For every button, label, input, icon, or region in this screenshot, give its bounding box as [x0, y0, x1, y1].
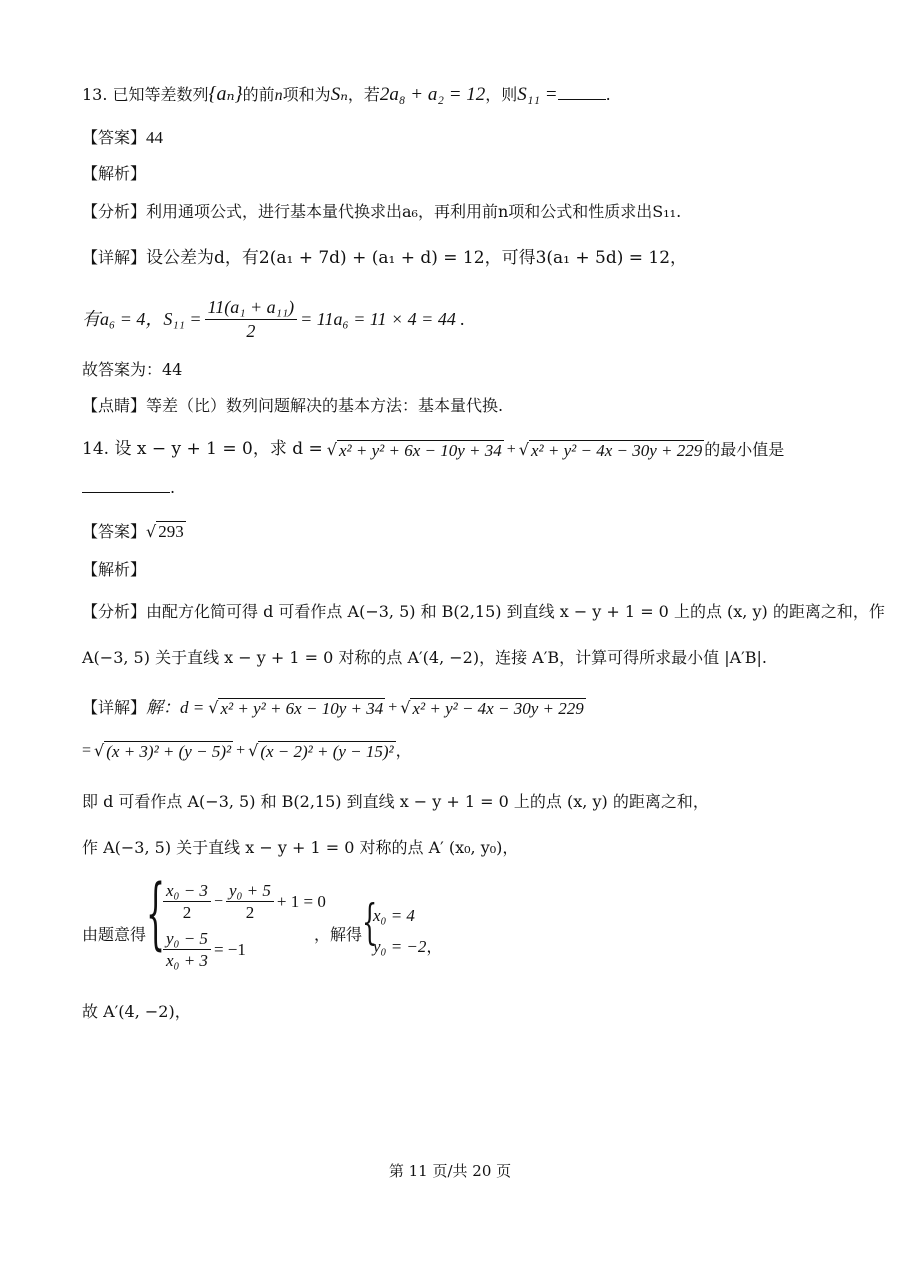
q14-radical-sign-5: √	[94, 740, 105, 760]
q14-answer-radical: √	[146, 522, 157, 541]
q14-stem-prefix: 14. 设 x − y + 1 = 0，求 d =	[82, 439, 323, 459]
q13-dianjing-label: 【点睛】	[82, 396, 147, 415]
q14-solution-x0	[373, 906, 415, 926]
q14-ji-text: 即 d 可看作点 A(−3, 5) 和 B(2,15) 到直线 x − y + 1 = 0 上的点 (x, y) 的距离之和，	[82, 792, 709, 811]
q14-stem-end: 的最小值是	[704, 439, 785, 459]
q14-system-label	[82, 922, 146, 945]
q14-jiede-label	[314, 922, 362, 945]
q14-radical-sign-4: √	[400, 697, 411, 717]
q14-radical-sign-1: √	[326, 439, 337, 459]
q14-eq2-den: x₀ + 3	[166, 951, 208, 971]
q13-dianjing-text: 等差（比）数列问题解决的基本方法：基本量代换.	[146, 396, 504, 415]
q13-answer-line	[82, 129, 163, 146]
q14-fenxi-line1	[82, 604, 885, 620]
q14-solution-y0	[373, 934, 442, 957]
left-brace-icon: {	[146, 870, 166, 961]
q13-stem-mid2: 项和为	[282, 85, 331, 104]
q14-root2: x² + y² − 4x − 30y + 229	[530, 441, 703, 460]
q13-fenxi-label: 【分析】	[82, 202, 147, 221]
q13-xiangjie-label: 【详解】	[82, 248, 147, 267]
q13-s11: S₁₁ =	[517, 84, 558, 105]
q13-xiangjie-line2	[82, 296, 465, 342]
q14-detail-plus2: +	[236, 741, 246, 759]
q14-period: .	[170, 478, 176, 497]
q14-fenxi-text2: A(−3, 5) 关于直线 x − y + 1 = 0 对称的点 A′(4, −2)，连接 A′B，计算可得所求最小值 |A′B|.	[82, 648, 768, 667]
q13-frac-denominator: 2	[246, 320, 256, 341]
q14-jiexi-label: 【解析】	[82, 560, 147, 579]
q13-s11-fraction	[205, 296, 298, 342]
q13-condition: 2a₈ + a₂ = 12	[379, 84, 486, 105]
q14-detail-plus: +	[388, 698, 398, 716]
q14-eq1-a-num: x₀ − 3	[163, 880, 211, 902]
page-footer	[0, 1160, 900, 1181]
q13-stem-mid1: 的前	[242, 85, 275, 104]
q13-xiangjie-text2a: 有a₆ = 4，S₁₁ =	[82, 309, 202, 329]
q13-seq-an: {aₙ}	[208, 83, 243, 105]
q13-frac-numerator: 11(a₁ + a₁₁)	[205, 296, 298, 320]
q14-eq2-num: y₀ − 5	[163, 928, 211, 950]
q14-jiexi	[82, 562, 146, 578]
q14-sol-tail: ，	[426, 937, 443, 956]
q14-comma: ，	[395, 740, 412, 760]
q14-system-eq1	[160, 880, 326, 924]
q14-answer-blank	[82, 492, 170, 493]
q14-plus: +	[506, 440, 516, 458]
q14-detail-root2: x² + y² − 4x − 30y + 229	[412, 699, 584, 718]
q13-fenxi-text: 利用通项公式，进行基本量代换求出a₆，再利用前n项和公式和性质求出S₁₁.	[146, 202, 682, 221]
q14-root4: (x − 2)² + (y − 15)²	[260, 742, 394, 761]
q14-fenxi-line2	[82, 650, 767, 666]
q14-radical-sign-6: √	[248, 740, 259, 760]
q14-blank-line	[82, 480, 175, 496]
q14-gu-line	[82, 1004, 191, 1020]
q14-youti-label: 由题意得	[82, 925, 147, 944]
q14-root3: (x + 3)² + (y − 5)²	[106, 742, 232, 761]
left-brace-icon: {	[362, 894, 378, 950]
q14-gu-text: 故 A′(4, −2)，	[82, 1002, 191, 1021]
q14-answer-value: 293	[158, 522, 184, 541]
q14-eq1-tail: + 1 = 0	[276, 891, 326, 911]
q14-eq1-frac-a	[163, 880, 211, 924]
q14-xiangjie-line2	[82, 741, 412, 760]
q14-answer-line	[82, 521, 186, 540]
q14-xiangjie-line1	[82, 698, 586, 717]
q13-stem	[82, 84, 611, 104]
q14-eq2-frac	[163, 928, 211, 972]
q14-eq2-tail: = −1	[213, 939, 246, 959]
q13-xiangjie-text1: 设公差为d，有2(a₁ + 7d) + (a₁ + d) = 12，可得3(a₁ + 5d) = 12，	[146, 248, 688, 268]
q14-answer-label: 【答案】	[82, 522, 147, 541]
page-number: 第 11 页/共 20 页	[388, 1162, 512, 1180]
q14-eq1-a-den: 2	[182, 903, 192, 923]
q13-stem-end: .	[605, 85, 611, 104]
q14-eq1-minus: −	[213, 892, 223, 910]
q14-ji-line	[82, 794, 709, 810]
q14-xiangjie-label: 【详解】	[82, 697, 147, 717]
q13-fenxi-line	[82, 204, 681, 220]
q13-sn: Sₙ	[330, 84, 348, 105]
q14-radical-sign-2: √	[518, 439, 529, 459]
q14-eq1-b-num: y₀ + 5	[226, 880, 274, 902]
q14-fenxi-label: 【分析】	[82, 602, 147, 621]
q14-xiangjie-text1a: 解：d =	[146, 698, 205, 717]
q13-stem-prefix: 13. 已知等差数列	[82, 85, 209, 104]
q14-stem	[82, 440, 784, 459]
q13-jiexi	[82, 166, 146, 182]
q13-xiangjie-line1	[82, 250, 687, 267]
q14-eq-prefix: =	[82, 741, 92, 759]
q13-xiangjie-text2b: = 11a₆ = 11 × 4 = 44 .	[300, 309, 465, 329]
q14-eq1-b-den: 2	[245, 903, 255, 923]
q13-final-line	[82, 362, 182, 378]
q14-jiede-text: ，解得	[314, 925, 363, 944]
q13-answer-blank	[558, 99, 606, 100]
q14-zuo-line	[82, 840, 518, 856]
q13-stem-mid3: ，若	[347, 85, 380, 104]
q13-stem-mid4: ，则	[485, 85, 518, 104]
q14-root1: x² + y² + 6x − 10y + 34	[338, 441, 502, 460]
q13-final-text: 故答案为：44	[82, 360, 183, 379]
q13-answer-label: 【答案】	[82, 128, 147, 147]
q14-zuo-text: 作 A(−3, 5) 关于直线 x − y + 1 = 0 对称的点 A′ (x₀, y₀)，	[82, 838, 519, 857]
q14-fenxi-text1: 由配方化简可得 d 可看作点 A(−3, 5) 和 B(2,15) 到直线 x − y + 1 = 0 上的点 (x, y) 的距离之和，作	[146, 602, 885, 621]
q14-eq1-frac-b	[226, 880, 274, 924]
q14-sol-y0: y₀ = −2	[373, 937, 427, 956]
q14-system-eq2	[160, 928, 246, 972]
q14-sol-x0: x₀ = 4	[373, 906, 415, 925]
q13-n: n	[274, 87, 283, 104]
q14-radical-sign-3: √	[208, 697, 219, 717]
q14-detail-root1: x² + y² + 6x − 10y + 34	[220, 699, 384, 718]
q13-jiexi-label: 【解析】	[82, 164, 147, 183]
q13-answer-value: 44	[146, 128, 164, 147]
q13-dianjing-line	[82, 398, 503, 414]
